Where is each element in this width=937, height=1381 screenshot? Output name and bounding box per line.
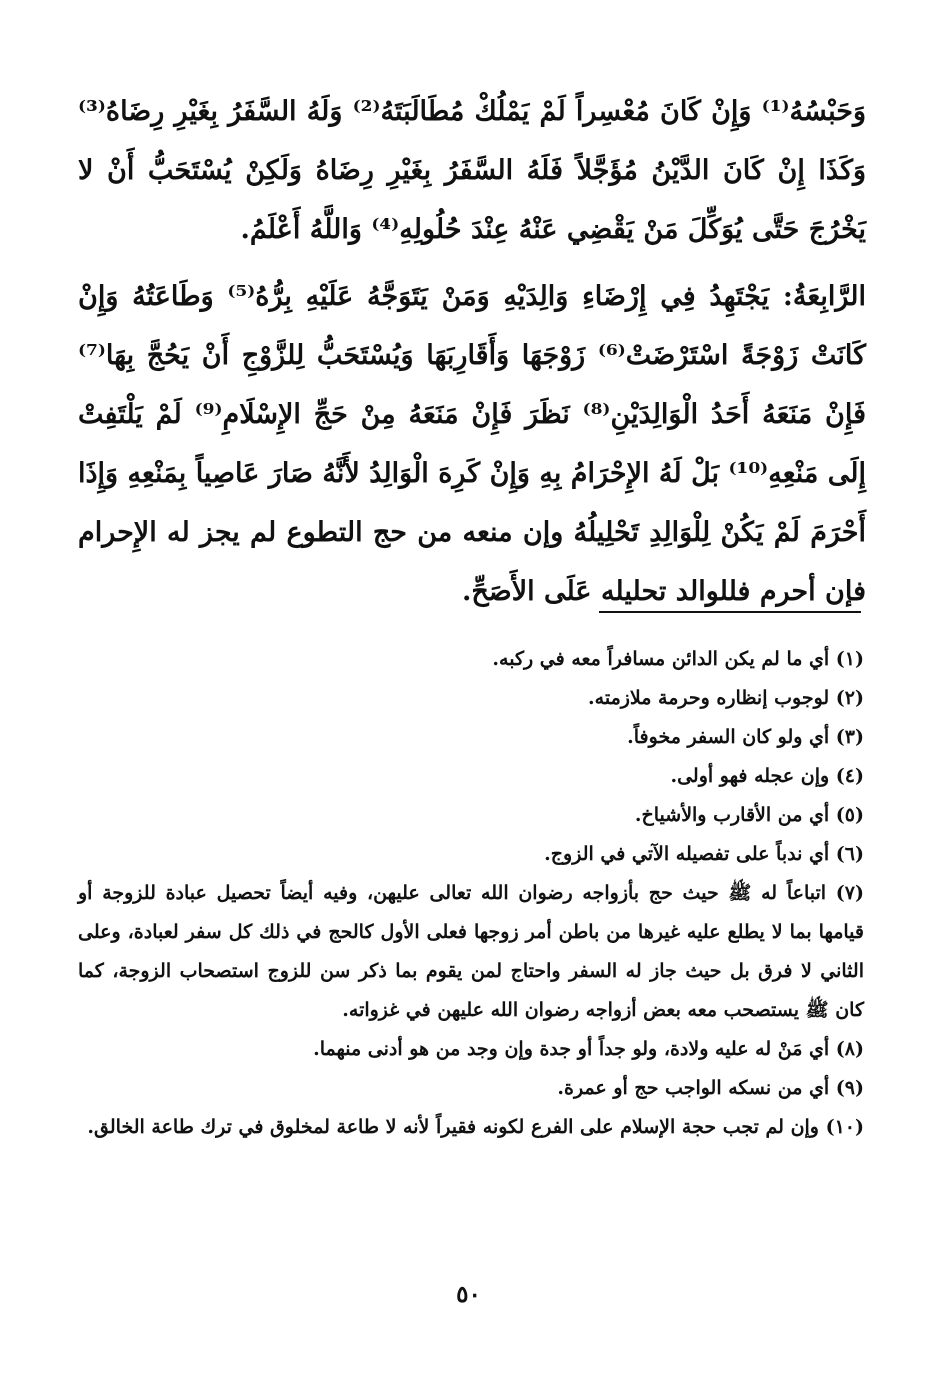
- footnote-10: (١٠) وإن لم تجب حجة الإسلام على الفرع لكونه فقيراً لأنه لا طاعة لمخلوق في ترك طاعة الخالق.: [87, 1116, 864, 1138]
- section-heading-fourth: الرَّابِعَةُ:: [782, 281, 866, 312]
- paragraph-fourth-rule: [78, 267, 866, 621]
- footnote-8: (٨) أي مَنْ له عليه ولادة، ولو جداً أو جدة وإن وجد من هو أدنى منهما.: [313, 1038, 864, 1060]
- footnote-6: (٦) أي ندباً على تفصيله الآتي في الزوج.: [544, 843, 864, 865]
- footnote-7: (٧) اتباعاً له ﷺ حيث حج بأزواجه رضوان الله تعالى عليهن، وفيه أيضاً تحصيل عبادة للزوجة أو قيامها بما لا يطلع عليه غيرها من باطن أمر زوجها فعلى الأول كالحج في ذلك كل سفر لعبادة، وعلى الثاني لا فرق بل حيث جاز له السفر واحتاج لمن يقوم بما ذكر سن للزوج استصحاب الزوجة، كما كان ﷺ يستصحب معه بعض أزواجه رضوان الله عليهن في غزواته.: [78, 882, 864, 1021]
- footnote-9: (٩) أي من نسكه الواجب حج أو عمرة.: [557, 1077, 864, 1099]
- page-number: ٥٠: [456, 1281, 481, 1308]
- footnote-2: (٢) لوجوب إنظاره وحرمة ملازمته.: [588, 687, 864, 709]
- footnote-divider: [599, 611, 861, 613]
- main-text: [78, 82, 866, 621]
- paragraph-debt-travel: وَحَبْسُهُ⁽¹⁾ وَإِنْ كَانَ مُعْسِراً لَمْ يَمْلُكْ مُطَالَبَتَهُ⁽²⁾ وَلَهُ السَّفَرُ بِغَيْرِ رِضَاهُ⁽³⁾ وَكَذَا إِنْ كَانَ الدَّيْنُ مُؤَجَّلاً فَلَهُ السَّفَرُ بِغَيْرِ رِضَاهُ وَلَكِنْ يُسْتَحَبُّ أَنْ لا يَخْرُجَ حَتَّى يُوَكِّلَ مَنْ يَقْضِي عَنْهُ عِنْدَ حُلُولِهِ⁽⁴⁾ وَاللَّهُ أَعْلَمُ.: [78, 96, 866, 245]
- footnote-3: (٣) أي ولو كان السفر مخوفاً.: [627, 726, 864, 748]
- footnote-4: (٤) وإن عجله فهو أولى.: [670, 765, 864, 787]
- footnote-5: (٥) أي من الأقارب والأشياخ.: [634, 804, 864, 826]
- paragraph-fourth-rule-text: يَجْتَهِدُ فِي إِرْضَاءِ وَالِدَيْهِ وَمَنْ يَتَوَجَّهُ عَلَيْهِ بِرُّهُ⁽⁵⁾ وَطَاعَتُهُ وَإِنْ كَانَتْ زَوْجَةً اسْتَرْضَتْ⁽⁶⁾ زَوْجَهَا وَأَقَارِبَهَا وَيُسْتَحَبُّ لِلزَّوْجِ أَنْ يَحُجَّ بِهَا⁽⁷⁾ فَإِنْ مَنَعَهُ أَحَدُ الْوَالِدَيْنِ⁽⁸⁾ نَظَرَ فَإِنْ مَنَعَهُ مِنْ حَجِّ الإِسْلَامِ⁽⁹⁾ لَمْ يَلْتَفِتْ إِلَى مَنْعِهِ⁽¹⁰⁾ بَلْ لَهُ الإِحْرَامُ بِهِ وَإِنْ كَرِهَ الْوَالِدُ لأَنَّهُ صَارَ عَاصِياً بِمَنْعِهِ وَإِذَا أَحْرَمَ لَمْ يَكُنْ لِلْوَالِدِ تَحْلِيلُهُ وإن منعه من حج التطوع لم يجز له الإِحرام فإن أحرم فللوالد تحليله عَلَى الأَصَحِّ.: [78, 281, 866, 607]
- footnote-1: (١) أي ما لم يكن الدائن مسافراً معه في ركبه.: [492, 648, 864, 670]
- footnotes-section: [78, 640, 864, 1147]
